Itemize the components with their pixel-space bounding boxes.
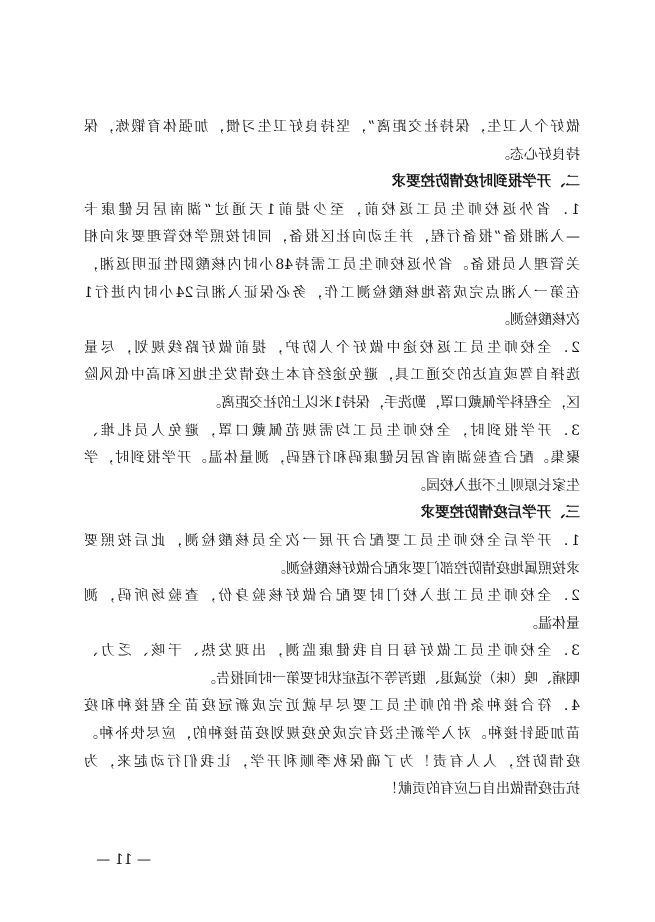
text-line: 生家长原则上不进入校园。: [412, 477, 580, 494]
text-line: 2．全校师生员工进入校门时要配合做好核验身份，查验场所码，测: [84, 588, 580, 605]
text-line: 在第一入湘点完成落地核酸检测工作，务必保证入湘后24小时内进行1: [84, 284, 580, 301]
text-line: 苗加强针接种。对入学新生没有完成免疫规划疫苗接种的，应尽快补种。: [84, 726, 580, 743]
text-line: 咽痛、嗅（味）觉减退、腹泻等不适症状时要第一时间报告。: [202, 670, 580, 687]
text-line: 求按照属地疫情防控部门要求配合做好核酸检测。: [272, 560, 580, 577]
text-line: 疫情防控，人人有责！为了确保秋季顺利开学，让我们行动起来，为: [84, 753, 580, 770]
text-line: 聚集。配合查验湖南省居民健康码和行程码，测量体温。开学报到时，学: [84, 450, 580, 467]
text-line: 持良好心态。: [496, 146, 580, 163]
text-line: 3．开学报到时，全校师生员工均需规范佩戴口罩，避免人员扎堆、: [84, 422, 580, 439]
text-line: 抗击疫情做出自己应有的贡献！: [384, 781, 580, 798]
text-line: 1．省外返校师生员工返校前，至少提前1天通过“湖南居民健康卡: [84, 201, 580, 218]
text-line: 4．符合接种条件的师生员工要尽早就近完成新冠疫苗全程接种和疫: [84, 698, 580, 715]
text-line: 3．全校师生员工做好每日自我健康监测，出现发热、干咳、乏力、: [84, 643, 580, 660]
text-line: 量体温。: [524, 615, 580, 632]
text-line: 做好个人卫生，保持社交距离”，坚持良好卫生习惯，加强体育锻炼，保: [84, 119, 580, 135]
text-line: 2．全校师生员工返校途中做好个人防护，提前做好路线规划，尽量: [84, 339, 580, 356]
text-line: 选择自驾或直达的交通工具，避免途经有本土疫情发生地区和高中低风险: [84, 367, 580, 384]
section-heading: 三、开学后疫情防控要求: [420, 505, 580, 522]
text-line: —入湘报备”报备行程，并主动向社区报备，同时按照学校管理要求向相: [84, 229, 580, 246]
section-heading: 二、开学报到时疫情防控要求: [391, 174, 580, 191]
page-number: — 11 —: [96, 852, 151, 868]
text-line: 1．开学后全校师生员工要配合开展一次全员核酸检测，此后按照要: [84, 532, 580, 549]
text-line: 关管理人员报备。省外返校师生员工需持48小时内核酸阴性证明返湘，: [84, 256, 580, 273]
text-line: 次核酸检测。: [496, 312, 580, 329]
text-line: 区，全程科学佩戴口罩，勤洗手，保持1米以上的社交距离。: [207, 394, 580, 411]
document-body: [84, 114, 580, 804]
